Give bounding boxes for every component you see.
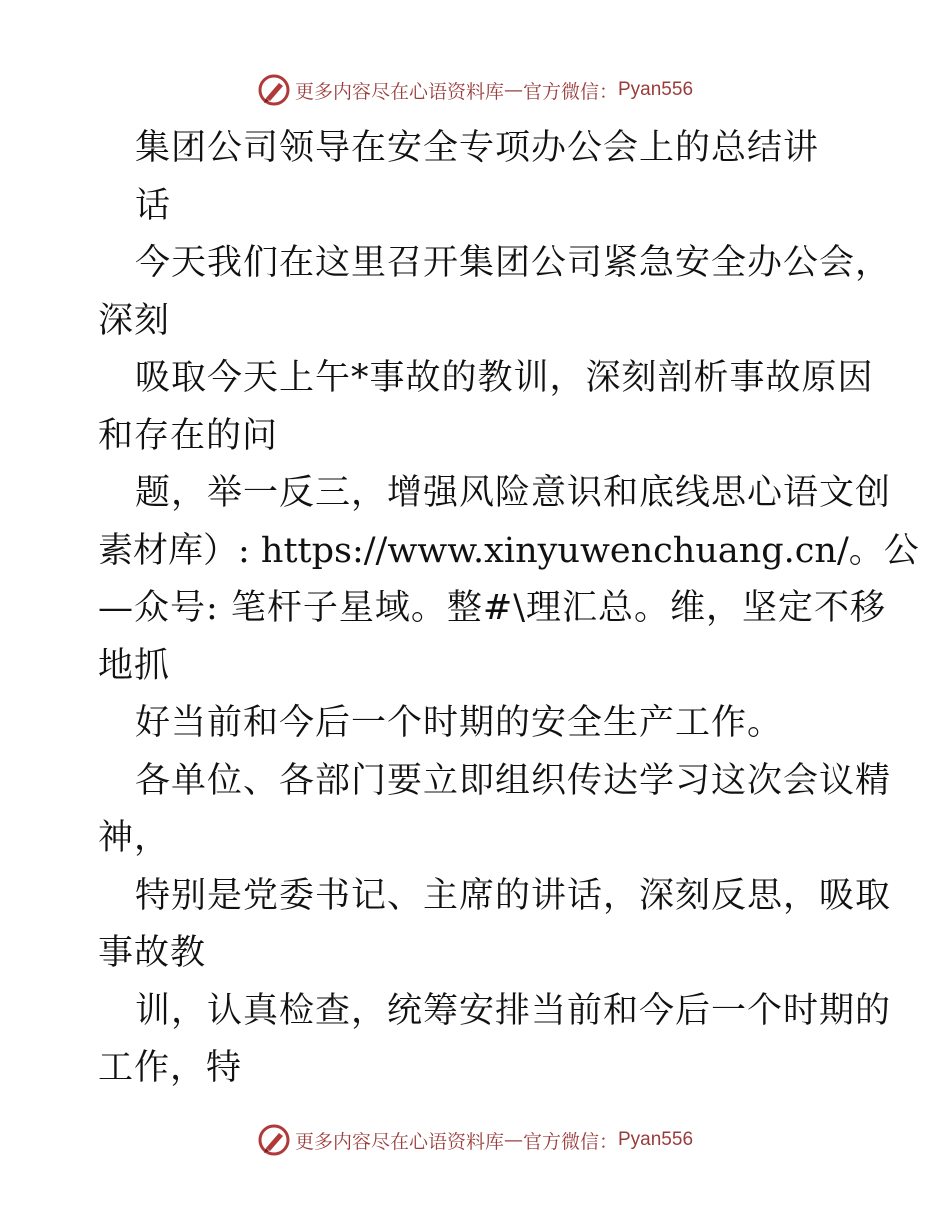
paragraph-line: 吸取今天上午*事故的教训，深刻剖析事故原因 [135,358,874,398]
banner-wechat-id: Pyan556 [618,79,694,100]
paragraph-line: 神， [98,818,171,858]
document-body [98,120,919,1098]
header-watermark-banner [0,70,950,110]
paragraph-line: 和存在的问 [98,415,279,456]
paragraph-line: 今天我们在这里召开集团公司紧急安全办公会， [135,243,892,283]
banner-wechat-label: 官方微信： [522,1130,618,1153]
paragraph-line: 地抓 [98,645,171,686]
paragraph-line: 好当前和今后一个时期的安全生产工作。 [135,703,784,743]
paragraph-line: 各单位、各部门要立即组织传达学习这次会议精 [135,760,892,801]
footer-watermark-banner [0,1120,950,1160]
paragraph-line: 训，认真检查，统筹安排当前和今后一个时期的 [135,990,892,1031]
paragraph-line: 深刻 [98,300,171,341]
paragraph-line: —众号: 笔杆子星域。整#\理汇总。维，坚定不移 [98,588,887,628]
banner-separator: — [503,79,523,101]
paragraph-line-url: 素材库）: https://www.xinyuwenchuang.cn/。公 [98,530,919,571]
title-line-2: 话 [135,185,172,226]
pen-logo-icon [257,1123,291,1157]
paragraph-line: 事故教 [98,933,207,973]
paragraph-line: 特别是党委书记、主席的讲话，深刻反思，吸取 [135,875,892,916]
banner-site-text: 更多内容尽在心语资料库 [294,80,504,103]
paragraph-line: 题，举一反三，增强风险意识和底线思心语文创 [135,473,892,513]
paragraph-line: 工作，特 [98,1048,243,1088]
title-line-1: 集团公司领导在安全专项办公会上的总结讲 [135,128,820,168]
banner-wechat-id: Pyan556 [618,1129,694,1150]
banner-wechat-label: 官方微信： [522,80,618,103]
banner-site-text: 更多内容尽在心语资料库 [294,1130,504,1153]
banner-separator: — [503,1129,523,1151]
pen-logo-icon [257,73,291,107]
